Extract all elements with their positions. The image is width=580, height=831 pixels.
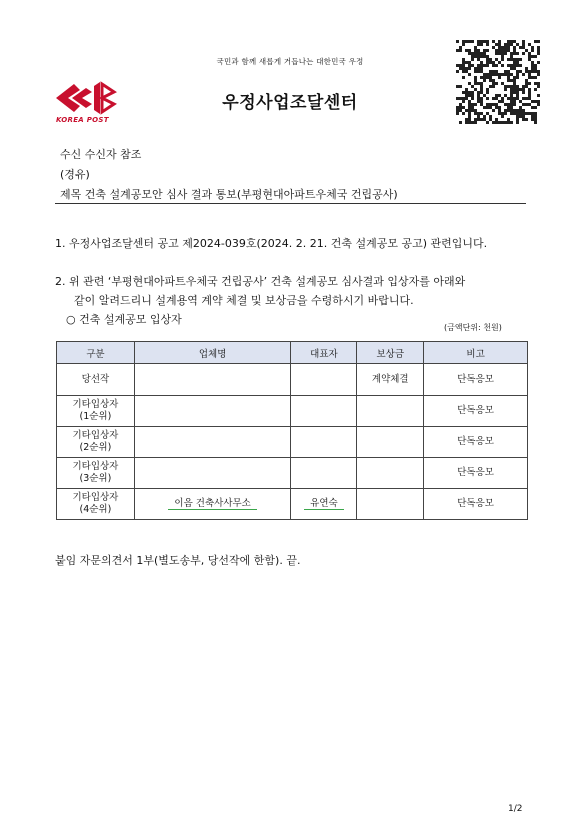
motto: 국민과 함께 새롭게 거듭나는 대한민국 우정 <box>216 57 364 66</box>
note-cell: 단독응모 <box>424 489 528 520</box>
table-header-cell: 비고 <box>424 342 528 364</box>
table-row <box>57 396 528 427</box>
table-header-row <box>57 342 528 364</box>
winners-table <box>56 341 528 520</box>
note-cell: 단독응모 <box>424 427 528 458</box>
company-cell <box>134 364 291 396</box>
note-cell: 단독응모 <box>424 364 528 396</box>
representative-cell <box>291 396 357 427</box>
representative-name: 유연숙 <box>304 498 344 510</box>
qr-code-icon <box>456 40 540 124</box>
category-cell: 기타입상자 (4순위) <box>57 489 135 520</box>
note-cell: 단독응모 <box>424 458 528 489</box>
reward-cell: 계약체결 <box>357 364 424 396</box>
table-header-cell: 업체명 <box>134 342 291 364</box>
category-cell: 기타입상자 (1순위) <box>57 396 135 427</box>
category-cell: 당선작 <box>57 364 135 396</box>
reward-cell <box>357 489 424 520</box>
reward-cell <box>357 396 424 427</box>
page-number: 1/2 <box>508 804 523 814</box>
representative-cell <box>291 489 357 520</box>
unit-note: (금액단위: 천원) <box>444 323 502 332</box>
category-cell: 기타입상자 (3순위) <box>57 458 135 489</box>
company-cell <box>134 489 291 520</box>
reward-cell <box>357 458 424 489</box>
company-cell <box>134 458 291 489</box>
company-cell <box>134 427 291 458</box>
section-title: ○ 건축 설계공모 입상자 <box>66 313 182 326</box>
body-item-1: 1. 우정사업조달센터 공고 제2024-039호(2024. 2. 21. 건축 설계공모 공고) 관련입니다. <box>55 237 488 250</box>
table-row <box>57 427 528 458</box>
org-title: 우정사업조달센터 <box>222 93 358 113</box>
logo-text: KOREA POST <box>56 116 109 124</box>
body-item-2-line-1: 2. 위 관련 ‘부평현대아파트우체국 건립공사’ 건축 설계공모 심사결과 입상자를 아래와 <box>55 275 466 288</box>
table-row <box>57 364 528 396</box>
company-cell <box>134 396 291 427</box>
representative-cell <box>291 458 357 489</box>
recipient-line: 수신 수신자 참조 <box>60 148 142 161</box>
via-line: (경유) <box>60 168 90 181</box>
body-item-2-line-2: 같이 알려드리니 설계용역 계약 체결 및 보상금을 수령하시기 바랍니다. <box>74 294 414 307</box>
table-row <box>57 458 528 489</box>
attachment-line: 붙임 자문의견서 1부(별도송부, 당선작에 한함). 끝. <box>55 554 301 567</box>
subject-divider <box>55 203 526 204</box>
table-header-cell: 보상금 <box>357 342 424 364</box>
table-header-cell: 구분 <box>57 342 135 364</box>
note-cell: 단독응모 <box>424 396 528 427</box>
table-header-cell: 대표자 <box>291 342 357 364</box>
company-name: 이음 건축사사무소 <box>168 498 256 510</box>
category-cell: 기타입상자 (2순위) <box>57 427 135 458</box>
representative-cell <box>291 427 357 458</box>
subject-line: 제목 건축 설계공모안 심사 결과 통보(부평현대아파트우체국 건립공사) <box>60 188 398 201</box>
table-row <box>57 489 528 520</box>
representative-cell <box>291 364 357 396</box>
reward-cell <box>357 427 424 458</box>
